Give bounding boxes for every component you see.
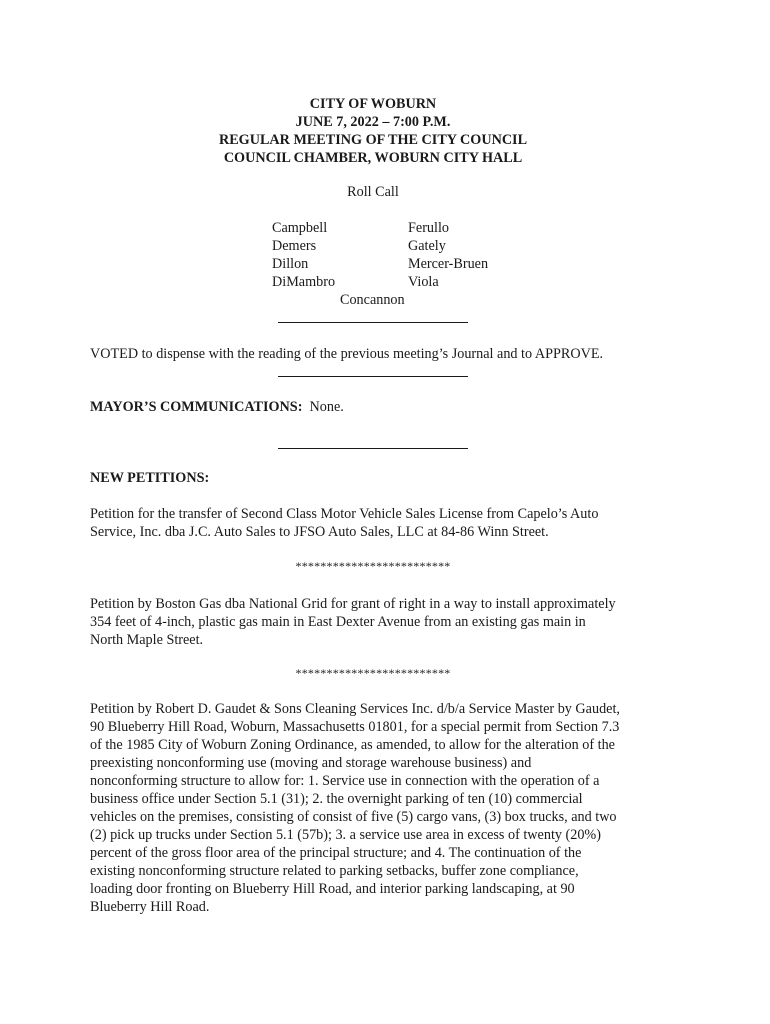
header-meeting: REGULAR MEETING OF THE CITY COUNCIL [218, 132, 528, 148]
petition-separator: ************************* [295, 666, 451, 680]
petition-line: of the 1985 City of Woburn Zoning Ordinance, as amended, to allow for the alteration of the [90, 737, 615, 753]
section-divider [278, 322, 468, 323]
section-divider [278, 376, 468, 377]
roll-call-name: Demers [272, 238, 317, 254]
petition-line: Petition by Robert D. Gaudet & Sons Cleaning Services Inc. d/b/a Service Master by Gaudet, [90, 701, 620, 717]
roll-call-name: Campbell [272, 220, 328, 236]
mayors-communications [90, 398, 670, 416]
petition-line: Petition by Boston Gas dba National Grid for grant of right in a way to install approximately [90, 596, 616, 612]
petition-line: nonconforming structure to allow for: 1. Service use in connection with the operation of a [90, 773, 600, 789]
petition-paragraph [90, 700, 670, 916]
mayors-communications-value: None. [309, 399, 344, 415]
petition-paragraph [90, 505, 670, 541]
petition-line: preexisting nonconforming use (moving and storage warehouse business) and [90, 755, 532, 771]
roll-call-name: Ferullo [408, 220, 449, 236]
roll-call-name: Mercer-Bruen [408, 256, 489, 272]
new-petitions-heading: NEW PETITIONS: [90, 470, 210, 486]
mayors-communications-label: MAYOR’S COMMUNICATIONS: [90, 399, 303, 415]
petition-line: existing nonconforming structure related to parking setbacks, buffer zone compliance, [90, 863, 579, 879]
roll-call-left-column [272, 219, 335, 291]
petition-line: Petition for the transfer of Second Class Motor Vehicle Sales License from Capelo’s Auto [90, 506, 599, 522]
roll-call-name: Dillon [272, 256, 309, 272]
petition-line: loading door fronting on Blueberry Hill Road, and interior parking landscaping, at 90 [90, 881, 575, 897]
header-city: CITY OF WOBURN [309, 96, 437, 112]
petition-line: 90 Blueberry Hill Road, Woburn, Massachusetts 01801, for a special permit from Section 7.3 [90, 719, 620, 735]
petition-line: Service, Inc. dba J.C. Auto Sales to JFSO Auto Sales, LLC at 84-86 Winn Street. [90, 524, 549, 540]
petition-line: business office under Section 5.1 (31); 2. the overnight parking of ten (10) commercial [90, 791, 583, 807]
petition-line: vehicles on the premises, consisting of consist of five (5) cargo vans, (3) box trucks, and two [90, 809, 617, 825]
petition-line: (2) pick up trucks under Section 5.1 (57b); 3. a service use area in excess of twenty (20%) [90, 827, 601, 843]
header-date: JUNE 7, 2022 – 7:00 P.M. [295, 114, 451, 130]
roll-call-name: DiMambro [272, 274, 336, 290]
roll-call-title: Roll Call [347, 184, 399, 200]
section-divider [278, 448, 468, 449]
petition-line: Blueberry Hill Road. [90, 899, 210, 915]
header-location: COUNCIL CHAMBER, WOBURN CITY HALL [223, 150, 523, 166]
petition-line: 354 feet of 4-inch, plastic gas main in East Dexter Avenue from an existing gas main in [90, 614, 586, 630]
document-header [0, 95, 746, 167]
petition-paragraph [90, 595, 670, 649]
petition-separator: ************************* [295, 559, 451, 573]
roll-call-name: Concannon [340, 292, 405, 308]
voted-statement: VOTED to dispense with the reading of the previous meeting’s Journal and to APPROVE. [90, 346, 604, 362]
roll-call-name: Gately [408, 238, 446, 254]
roll-call-name: Viola [408, 274, 439, 290]
roll-call-right-column [408, 219, 488, 291]
petition-line: percent of the gross floor area of the principal structure; and 4. The continuation of the [90, 845, 582, 861]
petition-line: North Maple Street. [90, 632, 204, 648]
